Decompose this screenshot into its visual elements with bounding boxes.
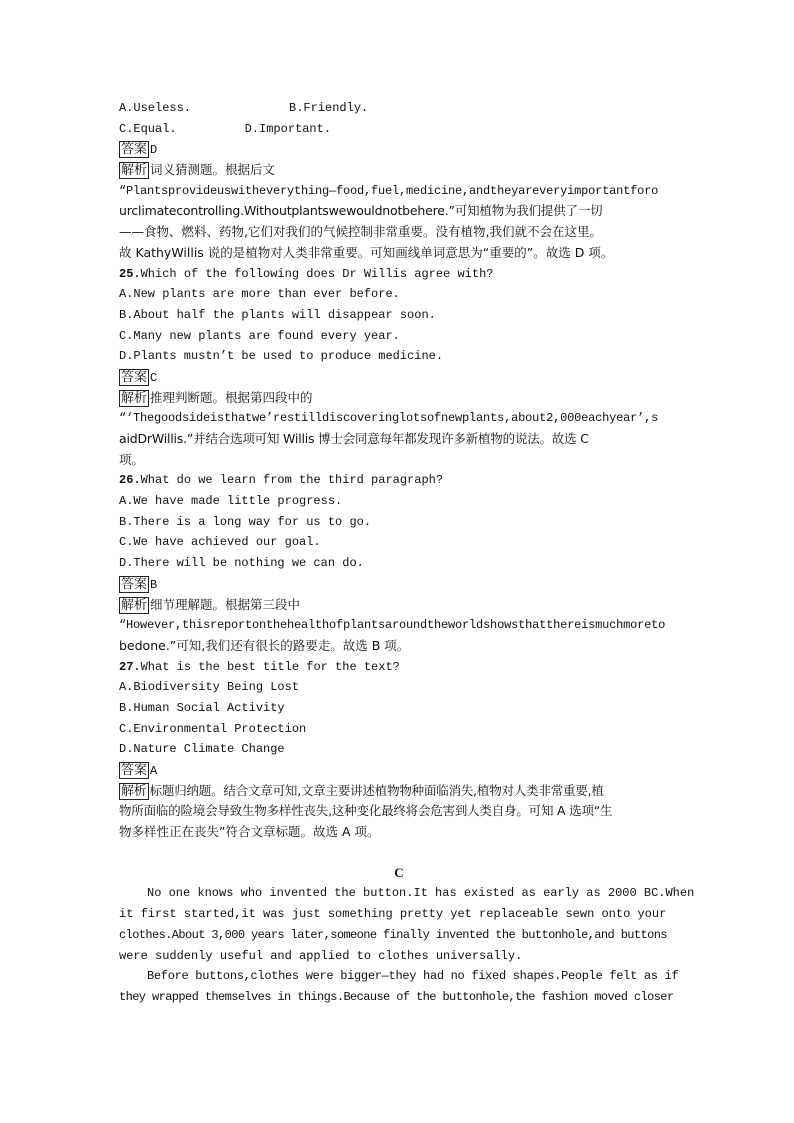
q26-option-d: D.There will be nothing we can do. bbox=[119, 556, 364, 571]
passage-line: it first started,it was just something pretty yet replaceable sewn onto your bbox=[119, 907, 667, 922]
q25-answer: C bbox=[150, 370, 158, 385]
analysis-tag: 解析 bbox=[121, 163, 148, 179]
q24-options-row-1 bbox=[119, 98, 679, 119]
analysis-tag: 解析 bbox=[121, 390, 148, 406]
q27-analysis-line-1: 解析 标题归纳题。结合文章可知,文章主要讲述植物物种面临消失,植物对人类非常重要,植 bbox=[121, 782, 604, 799]
q26-option-a: A.We have made little progress. bbox=[119, 494, 343, 509]
q25-analysis-line-3: aidDrWillis.”并结合选项可知 Willis 博士会同意每年都发现许多新植物的说法。故选 C bbox=[119, 431, 589, 446]
q26-option-b: B.There is a long way for us to go. bbox=[119, 514, 372, 529]
q24-option-d: D.Important. bbox=[244, 121, 332, 136]
q24-option-c: C.Equal. bbox=[119, 121, 177, 136]
q25-option-a: A.New plants are more than ever before. bbox=[119, 287, 400, 302]
q25-analysis-line-2: “‘Thegoodsideisthatwe’restilldiscoveringlotsofnewplants,about2,000eachyear’,s bbox=[119, 411, 659, 426]
q25-option-b: B.About half the plants will disappear soon. bbox=[119, 307, 436, 322]
section-c-title: C bbox=[394, 864, 404, 880]
answer-tag: 答案 bbox=[121, 576, 148, 592]
analysis-tag: 解析 bbox=[121, 597, 148, 613]
analysis-tag: 解析 bbox=[121, 783, 147, 799]
q27-answer: A bbox=[150, 764, 158, 778]
q24-option-b: B.Friendly. bbox=[289, 101, 369, 115]
q25-analysis-line-4: 项。 bbox=[119, 451, 145, 467]
passage-line: Before buttons,clothes were bigger—they had no fixed shapes.People felt as if bbox=[147, 969, 679, 984]
q24-analysis-line-1: 解析 词义猜测题。根据后文 bbox=[121, 162, 276, 179]
q27-answer-line bbox=[119, 760, 679, 781]
q24-option-a: A.Useless. bbox=[119, 101, 192, 115]
passage-line: they wrapped themselves in things.Because of the buttonhole,the fashion moved closer bbox=[119, 989, 674, 1004]
answer-tag: 答案 bbox=[121, 142, 148, 158]
section-c-passage bbox=[119, 883, 695, 1007]
answer-tag: 答案 bbox=[121, 763, 148, 778]
q27-stem: 27.What is the best title for the text? bbox=[119, 659, 400, 674]
document-page bbox=[119, 98, 695, 1008]
q26-analysis-line-1: 解析 细节理解题。根据第三段中 bbox=[121, 596, 301, 613]
passage-line: were suddenly useful and applied to clothes universally. bbox=[119, 948, 523, 963]
q26-stem: 26.What do we learn from the third paragraph? bbox=[119, 473, 444, 488]
q24-analysis-line-4: ——食物、燃料、药物,它们对我们的气候控制非常重要。没有植物,我们就不会在这里。 bbox=[119, 224, 602, 240]
q26-answer-line bbox=[119, 574, 679, 595]
q24-analysis-line-3: urclimatecontrolling.Withoutplantswewouldnotbehere.”可知植物为我们提供了一切 bbox=[119, 203, 603, 219]
q25-answer-line bbox=[119, 367, 679, 388]
q24-answer: D bbox=[150, 143, 158, 158]
passage-line: No one knows who invented the button.It has existed as early as 2000 BC.When bbox=[147, 886, 695, 901]
q27-option-b: B.Human Social Activity bbox=[119, 700, 285, 715]
q24-analysis-line-2: “Plantsprovideuswitheverything—food,fuel,medicine,andtheyareveryimportantforo bbox=[119, 183, 659, 198]
q27-analysis-line-3: 物多样性正在丧失”符合文章标题。故选 A 项。 bbox=[119, 824, 380, 840]
passage-line: clothes.About 3,000 years later,someone finally invented the buttonhole,and buttons bbox=[119, 927, 667, 942]
q25-option-c: C.Many new plants are found every year. bbox=[119, 328, 400, 343]
answer-tag: 答案 bbox=[121, 369, 148, 385]
q24-options-row-2 bbox=[119, 119, 679, 140]
q26-option-c: C.We have achieved our goal. bbox=[119, 535, 321, 550]
q25-option-d: D.Plants mustn’t be used to produce medicine. bbox=[119, 349, 444, 364]
q25-stem: 25.Which of the following does Dr Willis agree with? bbox=[119, 266, 494, 281]
q26-analysis-line-3: bedone.”可知,我们还有很长的路要走。故选 B 项。 bbox=[119, 637, 410, 653]
q27-option-a: A.Biodiversity Being Lost bbox=[119, 680, 300, 695]
q24-answer-line bbox=[119, 139, 679, 160]
q24-analysis-line-5: 故 KathyWillis 说的是植物对人类非常重要。可知画线单词意思为“重要的”。故选 D 项。 bbox=[119, 244, 614, 260]
q27-option-c: C.Environmental Protection bbox=[119, 721, 307, 736]
q25-analysis-line-1: 解析 推理判断题。根据第四段中的 bbox=[121, 389, 313, 406]
q27-option-d: D.Nature Climate Change bbox=[119, 742, 285, 757]
q26-answer: B bbox=[150, 577, 158, 592]
q27-analysis-line-2: 物所面临的险境会导致生物多样性丧失,这种变化最终将会危害到人类自身。可知 A 选项“生 bbox=[119, 803, 613, 819]
q26-analysis-line-2: “However,thisreportonthehealthofplantsaroundtheworldshowsthatthereismuchmoreto bbox=[119, 618, 666, 633]
